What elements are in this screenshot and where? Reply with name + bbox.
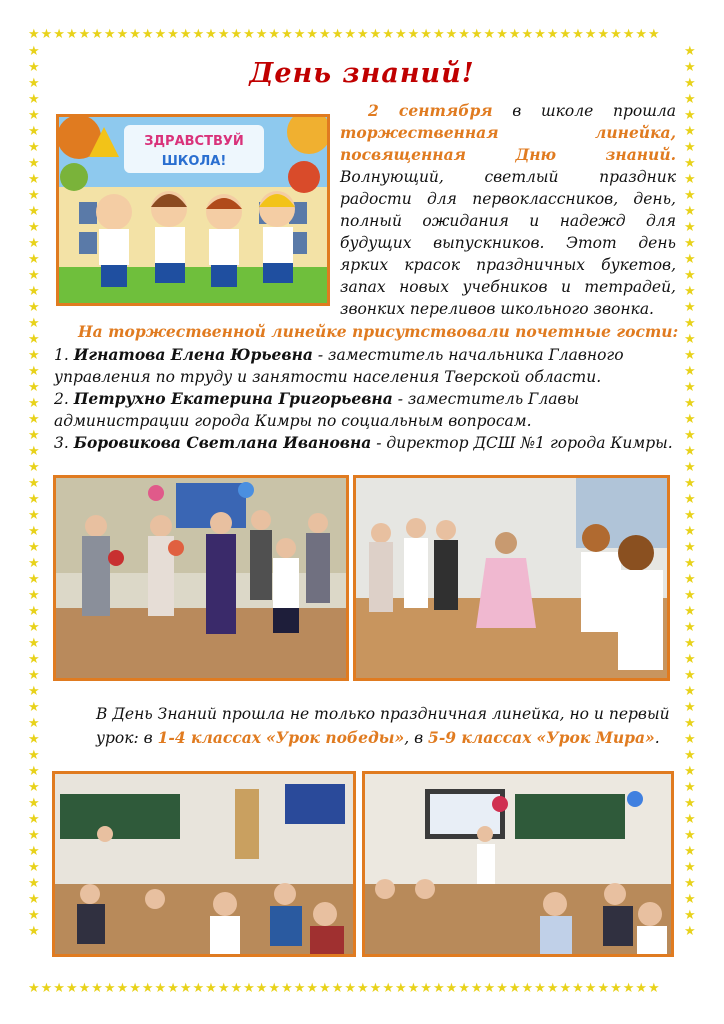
- photo-classroom-secondary: [362, 771, 674, 957]
- guest-name: Петрухно Екатерина Григорьевна: [73, 389, 393, 408]
- star-border-left: ★★★★★★★★★★★★★★★★★★★★★★★★★★★★★★★★★★★★★★★★★★★★★★★★★★★★★★★★: [28, 44, 41, 939]
- guest-item: [54, 432, 676, 455]
- guests-heading: На торжественной линейке присутствовали почетные гости:: [78, 322, 679, 341]
- intro-text1: в школе прошла: [492, 102, 676, 120]
- intro-text2: Волнующий, светлый праздник радости для первоклассников, день, полный ожидания и надежд для будущих выпускников. Этот день ярких красок праздничных букетов, запах новых учебников и тетрадей, звонких переливов школьного звонка.: [340, 168, 676, 318]
- guest-num: 1.: [54, 346, 74, 364]
- guest-num: 2.: [54, 390, 74, 408]
- photo-classroom-primary: [52, 771, 356, 957]
- guest-item: [54, 344, 676, 388]
- guests-list: [54, 344, 676, 455]
- guest-name: Игнатова Елена Юрьевна: [73, 345, 313, 364]
- star-border-bottom: ★★★★★★★★★★★★★★★★★★★★★★★★★★★★★★★★★★★★★★★★★★★★★★★★★★: [28, 982, 661, 995]
- photo-ceremony-guests: [53, 475, 349, 681]
- lesson-title1: «Урок победы»: [265, 728, 405, 747]
- hero-illustration: [56, 114, 330, 306]
- intro-event: торжественная линейка, посвященная Дню знаний.: [340, 123, 676, 164]
- guest-role: - директор ДСШ №1 города Кимры.: [371, 434, 673, 452]
- lesson-sep: , в: [404, 729, 429, 747]
- photo-ceremony-dance: [353, 475, 670, 681]
- svg-text:ЗДРАВСТВУЙ: ЗДРАВСТВУЙ: [144, 134, 244, 149]
- star-border-top: ★★★★★★★★★★★★★★★★★★★★★★★★★★★★★★★★★★★★★★★★★★★★★★★★★★: [28, 28, 661, 41]
- page-title: День знаний!: [249, 58, 475, 89]
- guest-num: 3.: [54, 434, 74, 452]
- lesson-grades2: 5-9 классах: [428, 728, 532, 747]
- lesson-grades1: 1-4 классах: [157, 728, 262, 747]
- lesson-paragraph: [96, 702, 676, 750]
- intro-paragraph: [340, 100, 676, 320]
- guest-item: [54, 388, 676, 432]
- intro-date: 2 сентября: [368, 101, 493, 120]
- lesson-title2: «Урок Мира»: [536, 728, 655, 747]
- guest-name: Боровикова Светлана Ивановна: [73, 433, 372, 452]
- guest-role: - заместитель начальника Главного управления по труду и занятости населения Тверской области.: [54, 346, 624, 386]
- lesson-end: .: [654, 729, 660, 747]
- guest-role: - заместитель Главы администрации города Кимры по социальным вопросам.: [54, 390, 580, 430]
- svg-text:ШКОЛА!: ШКОЛА!: [161, 154, 227, 169]
- lesson-text1: В День Знаний прошла не только праздничная линейка, но и первый урок: в: [96, 705, 670, 747]
- star-border-right: ★★★★★★★★★★★★★★★★★★★★★★★★★★★★★★★★★★★★★★★★★★★★★★★★★★★★★★★★: [684, 44, 697, 939]
